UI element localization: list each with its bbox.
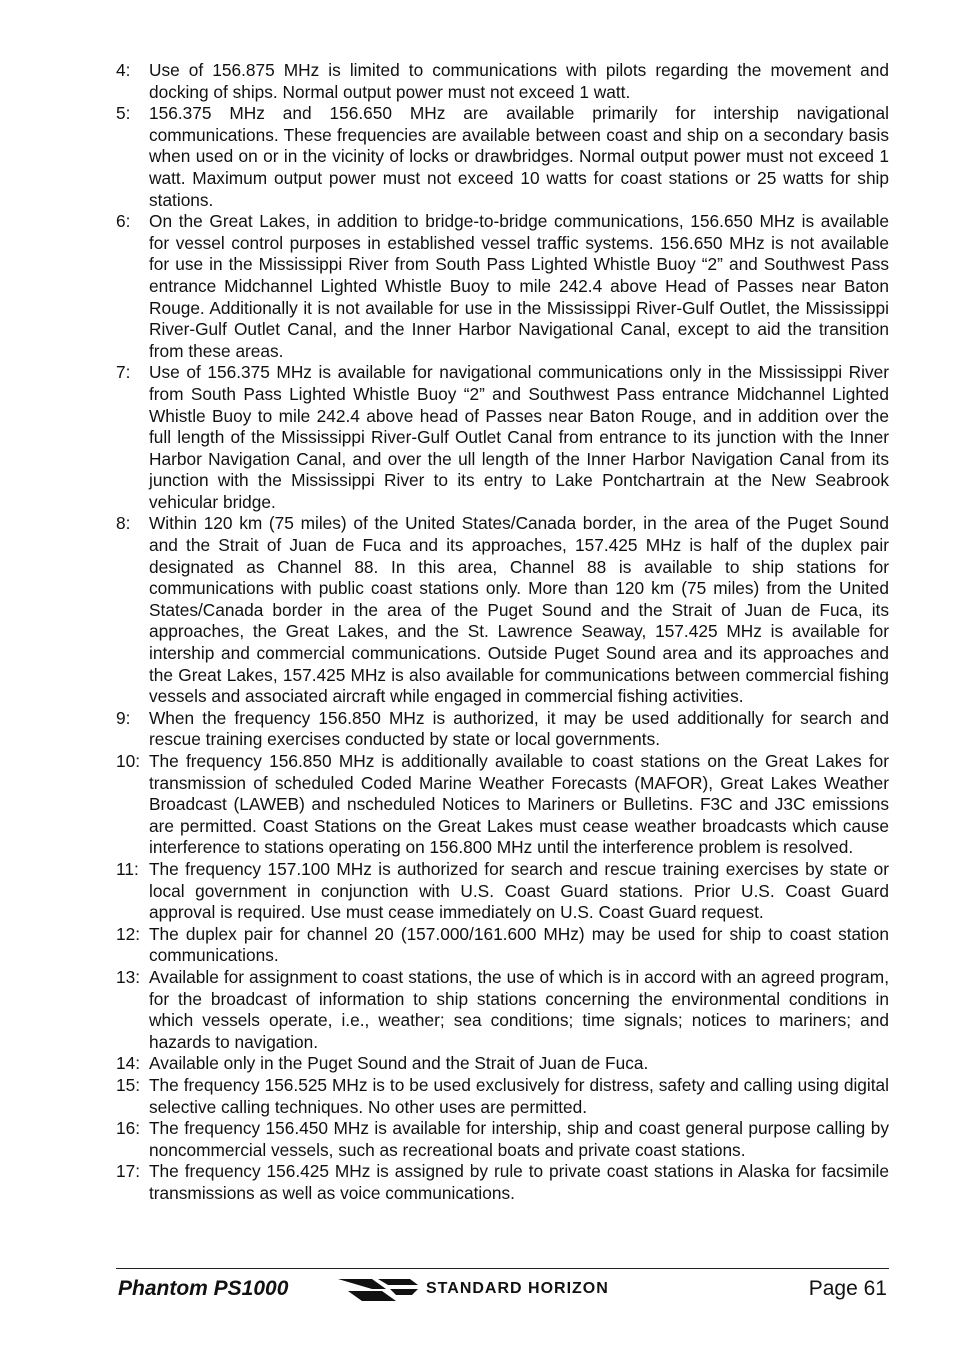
note-item bbox=[116, 751, 889, 859]
note-number: 6: bbox=[116, 211, 131, 232]
notes-list bbox=[116, 60, 889, 1204]
note-item bbox=[116, 1118, 889, 1161]
note-text: The frequency 157.100 MHz is authorized for search and rescue training exercises by state or local government in conjunction with U.S. Coast Guard stations. Prior U.S. Coast Guard approval is required. Use must cease immediately on U.S. Coast Guard request. bbox=[149, 858, 889, 923]
note-item bbox=[116, 708, 889, 751]
note-number: 7: bbox=[116, 362, 131, 383]
note-number: 4: bbox=[116, 60, 131, 80]
note-number: 16: bbox=[116, 1118, 141, 1139]
note-item bbox=[116, 1161, 889, 1204]
page-number: Page 61 bbox=[808, 1277, 887, 1300]
brand-name: STANDARD HORIZON bbox=[426, 1280, 609, 1297]
standard-horizon-logo-mark-icon bbox=[338, 1277, 418, 1303]
note-number: 14: bbox=[116, 1053, 141, 1074]
note-number: 11: bbox=[116, 858, 139, 879]
page-footer bbox=[116, 1268, 889, 1309]
note-text: 156.375 MHz and 156.650 MHz are available primarily for intership navigational communications. These frequencies are available between coast and ship on a secondary basis when used on or in the vicinity of locks or drawbridges. Normal output power must not exceed 1 watt. Maximum output power must not exceed 10 watts for coast stations or 25 watts for ship stations. bbox=[149, 103, 889, 210]
note-text: Within 120 km (75 miles) of the United States/Canada border, in the area of the Puget Sound and the Strait of Juan de Fuca and its approaches, 157.425 MHz is half of the duplex pair designated as Channel 88. In this area, Channel 88 is available to ship stations for communications with public coast stations only. More than 120 km (75 miles) from the United States/Canada border in the area of the Puget Sound and the Strait of Juan de Fuca, its approaches, the Great Lakes, and the St. Lawrence Seaway, 157.425 MHz is available for intership and commercial communications. Outside Puget Sound area and its approaches and the Great Lakes, 157.425 MHz is also available for communications between commercial fishing vessels and associated aircraft while engaged in commercial fishing activities. bbox=[149, 513, 889, 707]
note-item bbox=[116, 362, 889, 513]
note-text: On the Great Lakes, in addition to bridge-to-bridge communications, 156.650 MHz is available for vessel control purposes in established vessel traffic systems. 156.650 MHz is not available for use in the Mississippi River from South Pass Lighted Whistle Buoy “2” and Southwest Pass entrance Midchannel Lighted Whistle Buoy to mile 242.4 above Head of Passes near Baton Rouge. Additionally it is not available for use in the Mississippi River-Gulf Outlet, the Mississippi River-Gulf Outlet Canal, and the Inner Harbor Navigational Canal, except to aid the transition from these areas. bbox=[149, 211, 889, 361]
note-item bbox=[116, 859, 889, 924]
note-number: 12: bbox=[116, 923, 141, 944]
note-number: 5: bbox=[116, 103, 131, 124]
note-text: Use of 156.375 MHz is available for navigational communications only in the Mississippi River from South Pass Lighted Whistle Buoy “2” and Southwest Pass entrance Midchannel Lighted Whistle Buoy to mile 242.4 above head of Passes near Baton Rouge, and in addition over the full length of the Mississippi River-Gulf Outlet Canal from entrance to its junction with the Inner Harbor Navigation Canal, and over the ull length of the Inner Harbor Navigation Canal from its junction with the Mississippi River to its entry to Lake Pontchartrain at the New Seabrook vehicular bridge. bbox=[149, 362, 889, 512]
note-number: 17: bbox=[116, 1161, 141, 1182]
note-number: 15: bbox=[116, 1074, 141, 1095]
note-number: 13: bbox=[116, 966, 141, 987]
model-name: Phantom PS1000 bbox=[118, 1277, 289, 1300]
note-item bbox=[116, 1075, 889, 1118]
note-item bbox=[116, 211, 889, 362]
note-number: 9: bbox=[116, 707, 131, 728]
note-text: The frequency 156.450 MHz is available for intership, ship and coast general purpose calling by noncommercial vessels, such as recreational boats and private coast stations. bbox=[149, 1118, 889, 1160]
note-item bbox=[116, 60, 889, 103]
note-item bbox=[116, 967, 889, 1053]
note-text: Available for assignment to coast stations, the use of which is in accord with an agreed program, for the broadcast of information to ship stations concerning the environmental conditions in which vessels operate, i.e., weather; sea conditions; time signals; notices to mariners; and hazards to navigation. bbox=[149, 966, 889, 1052]
note-number: 10: bbox=[116, 751, 141, 771]
note-text: Use of 156.875 MHz is limited to communications with pilots regarding the movement and docking of ships. Normal output power must not exceed 1 watt. bbox=[149, 60, 889, 102]
note-text: Available only in the Puget Sound and the Strait of Juan de Fuca. bbox=[149, 1053, 649, 1074]
note-text: The frequency 156.425 MHz is assigned by rule to private coast stations in Alaska for facsimile transmissions as well as voice communications. bbox=[149, 1161, 889, 1203]
note-item bbox=[116, 1053, 889, 1075]
note-item bbox=[116, 924, 889, 967]
note-number: 8: bbox=[116, 513, 131, 534]
brand-logo bbox=[338, 1277, 678, 1303]
note-text: When the frequency 156.850 MHz is authorized, it may be used additionally for search and rescue training exercises conducted by state or local governments. bbox=[149, 707, 889, 750]
note-text: The duplex pair for channel 20 (157.000/161.600 MHz) may be used for ship to coast station communications. bbox=[149, 923, 889, 966]
note-item bbox=[116, 103, 889, 211]
note-text: The frequency 156.525 MHz is to be used exclusively for distress, safety and calling using digital selective calling techniques. No other uses are permitted. bbox=[149, 1074, 889, 1117]
note-text: The frequency 156.850 MHz is additionally available to coast stations on the Great Lakes for transmission of scheduled Coded Marine Weather Forecasts (MAFOR), Great Lakes Weather Broadcast (LAWEB) and nscheduled Notices to Mariners or Bulletins. F3C and J3C emissions are permitted. Coast Stations on the Great Lakes must cease weather broadcasts which cause interference to stations operating on 156.800 MHz until the interference problem is resolved. bbox=[149, 751, 889, 858]
note-item bbox=[116, 513, 889, 707]
